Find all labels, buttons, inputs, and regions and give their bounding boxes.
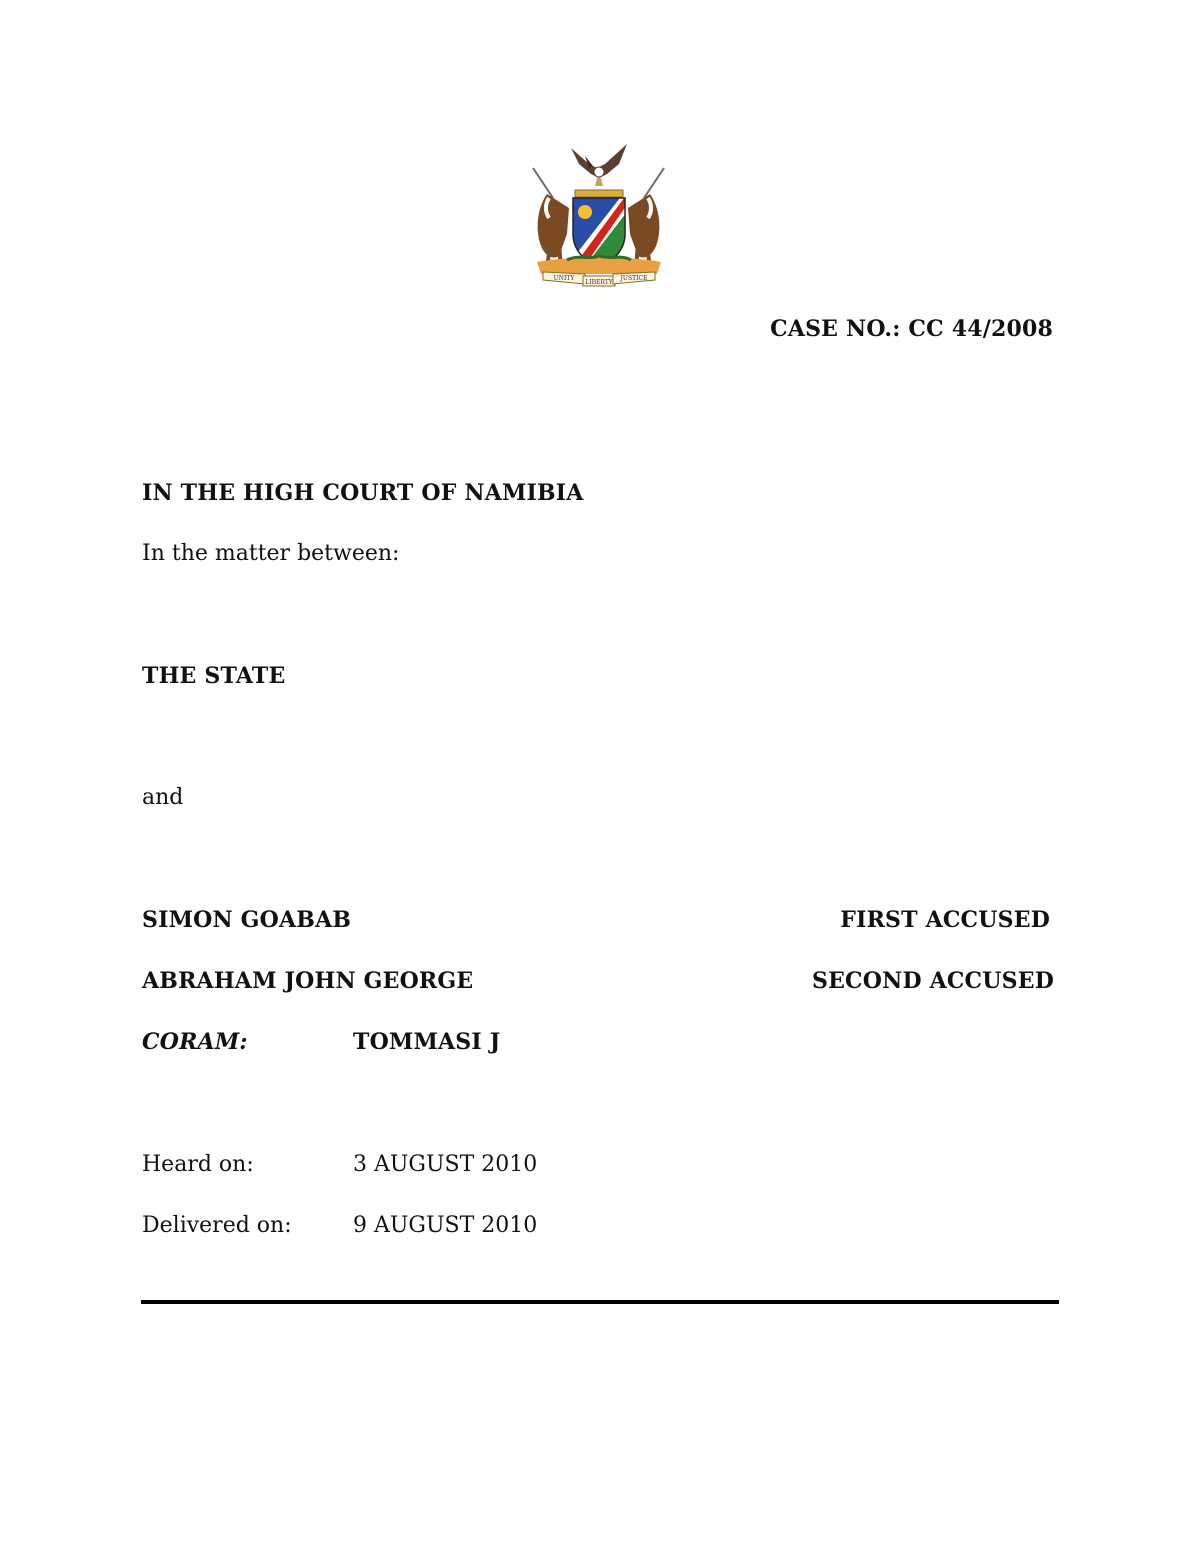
delivered-on-date: 9 AUGUST 2010	[353, 1213, 538, 1238]
oryx-left-icon	[533, 168, 569, 270]
first-accused-name: SIMON GOABAB	[142, 907, 352, 933]
heard-on-label: Heard on:	[142, 1152, 254, 1177]
case-number: CASE NO.: CC 44/2008	[770, 316, 1053, 342]
motto-center: LIBERTY	[585, 279, 613, 286]
coat-of-arms-icon	[527, 138, 670, 288]
court-title: IN THE HIGH COURT OF NAMIBIA	[142, 480, 584, 506]
matter-between-text: In the matter between:	[142, 541, 400, 566]
heard-on-date: 3 AUGUST 2010	[353, 1152, 538, 1177]
second-accused-name: ABRAHAM JOHN GEORGE	[142, 968, 474, 994]
conjunction-text: and	[142, 785, 184, 810]
delivered-on-label: Delivered on:	[142, 1213, 292, 1238]
coram-judge: TOMMASI J	[353, 1029, 501, 1055]
plaintiff-name: THE STATE	[142, 663, 286, 689]
second-accused-role: SECOND ACCUSED	[812, 968, 1054, 994]
horizontal-divider	[141, 1300, 1059, 1304]
coram-label: CORAM:	[142, 1029, 248, 1055]
first-accused-role: FIRST ACCUSED	[840, 907, 1050, 933]
oryx-right-icon	[628, 168, 664, 270]
motto-right: JUSTICE	[620, 275, 648, 282]
eagle-icon	[571, 144, 627, 186]
motto-left: UNITY	[553, 275, 575, 282]
